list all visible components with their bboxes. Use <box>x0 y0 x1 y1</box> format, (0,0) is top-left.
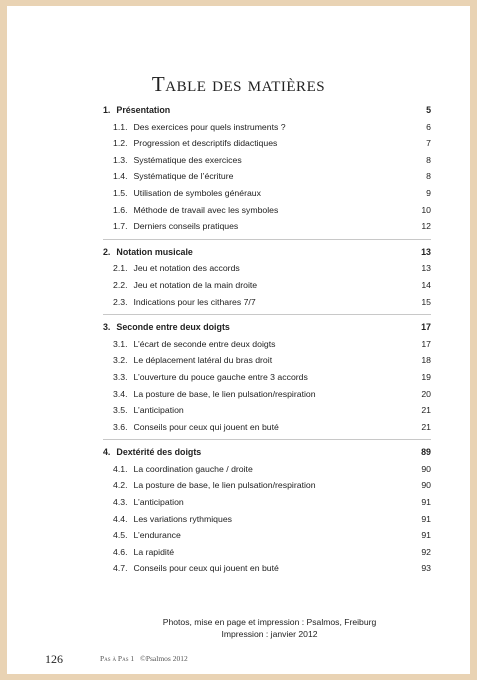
subsection-page: 8 <box>426 154 431 165</box>
subsection-title: La posture de base, le lien pulsation/respiration <box>133 388 316 399</box>
toc-subsection-entry <box>103 185 431 202</box>
subsection-page: 7 <box>426 138 431 149</box>
chapter-page: 89 <box>421 447 431 458</box>
subsection-page: 90 <box>421 463 431 474</box>
toc-subsection-entry <box>103 202 431 219</box>
subsection-number: 2.1. <box>113 263 128 274</box>
table-of-contents <box>103 102 431 585</box>
toc-section <box>103 444 431 581</box>
toc-subsection-entry <box>103 511 431 528</box>
subsection-number: 1.4. <box>113 171 128 182</box>
subsection-number: 1.2. <box>113 138 128 149</box>
chapter-title: Présentation <box>116 105 171 115</box>
toc-chapter-entry <box>103 102 431 119</box>
subsection-title: La posture de base, le lien pulsation/respiration <box>133 480 316 491</box>
subsection-title: La coordination gauche / droite <box>133 463 253 474</box>
toc-subsection-entry <box>103 560 431 577</box>
chapter-number: 1. <box>103 105 111 115</box>
subsection-number: 4.2. <box>113 480 128 491</box>
subsection-title: Des exercices pour quels instruments ? <box>133 121 286 132</box>
subsection-page: 92 <box>421 546 431 557</box>
subsection-number: 4.5. <box>113 530 128 541</box>
subsection-title: Le déplacement latéral du bras droit <box>133 355 273 366</box>
subsection-page: 10 <box>421 204 431 215</box>
toc-subsection-entry <box>103 477 431 494</box>
subsection-title: La rapidité <box>133 546 175 557</box>
toc-subsection-entry <box>103 119 431 136</box>
subsection-number: 3.2. <box>113 355 128 366</box>
toc-chapter-entry <box>103 244 431 261</box>
subsection-title: L’anticipation <box>133 405 184 416</box>
subsection-page: 18 <box>421 355 431 366</box>
subsection-title: Jeu et notation des accords <box>133 263 240 274</box>
chapter-number: 3. <box>103 322 111 333</box>
copyright-notice: ©Psalmos 2012 <box>140 654 188 663</box>
toc-subsection-entry <box>103 544 431 561</box>
subsection-number: 2.2. <box>113 279 128 290</box>
toc-section <box>103 319 431 440</box>
toc-subsection-entry <box>103 135 431 152</box>
subsection-title: Progression et descriptifs didactiques <box>133 138 278 149</box>
toc-subsection-entry <box>103 369 431 386</box>
subsection-number: 2.3. <box>113 296 128 307</box>
subsection-page: 21 <box>421 421 431 432</box>
toc-subsection-entry <box>103 336 431 353</box>
running-footer <box>100 654 188 663</box>
credits-line-1: Photos, mise en page et impression : Psalmos, Freiburg <box>162 617 377 627</box>
toc-subsection-entry <box>103 461 431 478</box>
page-title: Table des matières <box>151 72 326 96</box>
chapter-title: Seconde entre deux doigts <box>116 322 230 333</box>
subsection-number: 1.7. <box>113 221 128 232</box>
subsection-title: Systématique des exercices <box>133 154 242 165</box>
subsection-title: L’anticipation <box>133 497 184 508</box>
toc-subsection-entry <box>103 352 431 369</box>
subsection-title: Derniers conseils pratiques <box>133 221 239 232</box>
toc-section <box>103 244 431 315</box>
subsection-page: 21 <box>421 405 431 416</box>
subsection-number: 4.3. <box>113 497 128 508</box>
subsection-title: Conseils pour ceux qui jouent en buté <box>133 563 279 574</box>
chapter-number: 4. <box>103 447 111 458</box>
subsection-number: 4.6. <box>113 546 128 557</box>
toc-subsection-entry <box>103 277 431 294</box>
subsection-page: 19 <box>421 371 431 382</box>
subsection-page: 13 <box>421 263 431 274</box>
credits <box>157 616 382 640</box>
chapter-title: Notation musicale <box>116 246 193 257</box>
subsection-page: 17 <box>421 338 431 349</box>
subsection-number: 3.6. <box>113 421 128 432</box>
toc-subsection-entry <box>103 402 431 419</box>
toc-subsection-entry <box>103 294 431 311</box>
chapter-number: 2. <box>103 246 111 257</box>
toc-subsection-entry <box>103 168 431 185</box>
subsection-page: 15 <box>421 296 431 307</box>
subsection-page: 14 <box>421 279 431 290</box>
chapter-title: Dextérité des doigts <box>116 447 202 458</box>
subsection-page: 6 <box>426 121 431 132</box>
toc-subsection-entry <box>103 218 431 235</box>
subsection-number: 3.5. <box>113 405 128 416</box>
toc-subsection-entry <box>103 386 431 403</box>
subsection-number: 4.4. <box>113 513 128 524</box>
toc-chapter-entry <box>103 444 431 461</box>
subsection-title: Conseils pour ceux qui jouent en buté <box>133 421 279 432</box>
subsection-page: 8 <box>426 171 431 182</box>
subsection-number: 4.7. <box>113 563 128 574</box>
subsection-number: 3.3. <box>113 371 128 382</box>
subsection-page: 12 <box>421 221 431 232</box>
book-title: Pas à Pas 1 <box>100 654 135 663</box>
subsection-number: 3.1. <box>113 338 128 349</box>
page-number: 126 <box>45 652 63 666</box>
subsection-page: 20 <box>421 388 431 399</box>
document-page <box>7 6 470 674</box>
chapter-page: 17 <box>421 322 431 333</box>
credits-line-2: Impression : janvier 2012 <box>221 629 318 639</box>
toc-subsection-entry <box>103 419 431 436</box>
subsection-title: L’écart de seconde entre deux doigts <box>133 338 276 349</box>
subsection-page: 90 <box>421 480 431 491</box>
toc-subsection-entry <box>103 260 431 277</box>
subsection-title: Systématique de l’écriture <box>133 171 234 182</box>
subsection-title: Jeu et notation de la main droite <box>133 279 258 290</box>
subsection-number: 1.6. <box>113 204 128 215</box>
subsection-page: 91 <box>421 530 431 541</box>
subsection-title: L’ouverture du pouce gauche entre 3 accords <box>133 371 308 382</box>
subsection-number: 1.3. <box>113 154 128 165</box>
toc-subsection-entry <box>103 527 431 544</box>
subsection-title: Les variations rythmiques <box>133 513 233 524</box>
chapter-page: 5 <box>426 105 431 115</box>
subsection-title: L’endurance <box>133 530 181 541</box>
subsection-page: 93 <box>421 563 431 574</box>
chapter-page: 13 <box>421 246 431 257</box>
toc-subsection-entry <box>103 494 431 511</box>
subsection-title: Méthode de travail avec les symboles <box>133 204 279 215</box>
toc-section <box>103 102 431 240</box>
subsection-number: 3.4. <box>113 388 128 399</box>
toc-chapter-entry <box>103 319 431 336</box>
subsection-title: Utilisation de symboles généraux <box>133 187 261 198</box>
subsection-number: 4.1. <box>113 463 128 474</box>
subsection-page: 9 <box>426 187 431 198</box>
subsection-page: 91 <box>421 497 431 508</box>
subsection-number: 1.1. <box>113 121 128 132</box>
toc-subsection-entry <box>103 152 431 169</box>
subsection-title: Indications pour les cithares 7/7 <box>133 296 256 307</box>
subsection-page: 91 <box>421 513 431 524</box>
subsection-number: 1.5. <box>113 187 128 198</box>
